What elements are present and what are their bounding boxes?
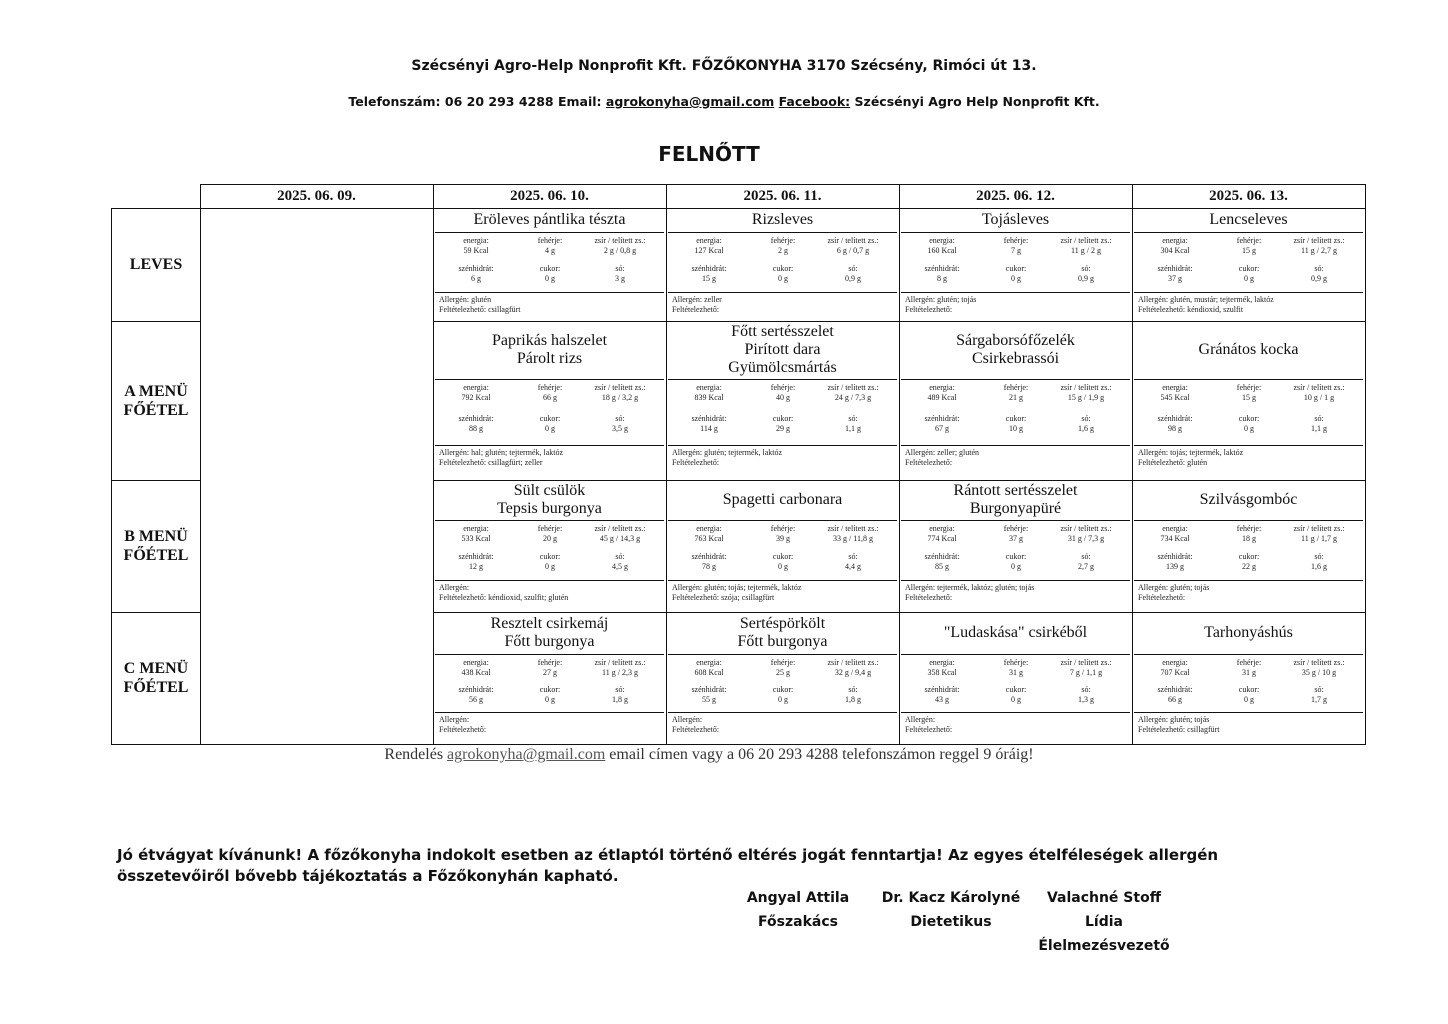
- dish-name: Resztelt csirkemáj Főtt burgonya: [490, 615, 609, 650]
- dish-name: Szilvásgombóc: [1199, 491, 1298, 508]
- contact-line: [0, 94, 1448, 109]
- company-line: Szécsényi Agro-Help Nonprofit Kft. FŐZŐKONYHA 3170 Szécsény, Rimóci út 13.: [411, 58, 1037, 74]
- nutrition-value: cukor: 29 g: [772, 414, 794, 433]
- nutrition-block: [433, 234, 666, 290]
- table-border: [1134, 654, 1363, 655]
- nutrition-value: só: 4,4 g: [845, 552, 861, 571]
- nutrition-value: energia: 707 Kcal: [1160, 658, 1190, 677]
- nutrition-value: szénhidrát: 55 g: [691, 685, 727, 704]
- allergen-info: Allergén: glutén; tojás Feltételezhető:: [1138, 583, 1210, 602]
- nutrition-value: zsír / telített zs.: 24 g / 7,3 g: [827, 383, 879, 402]
- nutrition-value: só: 1,6 g: [1078, 414, 1094, 433]
- signature-name: Valachné Stoff Lídia: [1046, 890, 1162, 930]
- nutrition-value: cukor: 0 g: [539, 414, 561, 433]
- nutrition-value: só: 4,5 g: [612, 552, 628, 571]
- allergen-info: Allergén: tojás; tejtermék, laktóz Feltételezhető: glutén: [1138, 448, 1244, 467]
- nutrition-value: cukor: 0 g: [1005, 552, 1027, 571]
- table-border: [668, 232, 897, 233]
- nutrition-value: cukor: 0 g: [772, 264, 794, 283]
- allergen-info: Allergén: glutén; tejtermék, laktóz Feltételezhető:: [672, 448, 783, 467]
- nutrition-value: zsír / telített zs.: 11 g / 1,7 g: [1293, 524, 1345, 543]
- table-border: [901, 520, 1130, 521]
- nutrition-value: fehérje: 39 g: [770, 524, 796, 543]
- facebook-label: Facebook:: [778, 94, 851, 109]
- nutrition-value: energia: 734 Kcal: [1160, 524, 1190, 543]
- table-border: [668, 654, 897, 655]
- nutrition-value: szénhidrát: 6 g: [458, 264, 494, 283]
- signature-dietitian: [876, 886, 1026, 934]
- nutrition-block: [1132, 522, 1365, 578]
- table-border: [901, 379, 1130, 380]
- nutrition-value: só: 0,9 g: [1311, 264, 1327, 283]
- allergen-info: Allergén: zeller; glutén Feltételezhető:: [905, 448, 980, 467]
- signature-role: Élelmezésvezető: [1038, 938, 1170, 954]
- nutrition-value: szénhidrát: 43 g: [924, 685, 960, 704]
- table-border: [435, 712, 664, 713]
- signature-role: Főszakács: [758, 914, 838, 930]
- table-border: [435, 232, 664, 233]
- table-border: [901, 232, 1130, 233]
- phone-label: Telefonszám: 06 20 293 4288 Email:: [348, 94, 606, 109]
- nutrition-value: zsír / telített zs.: 11 g / 2,7 g: [1293, 236, 1345, 255]
- table-border: [1134, 232, 1363, 233]
- nutrition-block: [899, 234, 1132, 290]
- date-header: 2025. 06. 13.: [1209, 188, 1288, 204]
- nutrition-block: [433, 381, 666, 443]
- table-border: [435, 580, 664, 581]
- nutrition-value: energia: 358 Kcal: [927, 658, 957, 677]
- nutrition-value: energia: 608 Kcal: [694, 658, 724, 677]
- table-border: [1134, 520, 1363, 521]
- nutrition-value: fehérje: 27 g: [537, 658, 563, 677]
- table-border: [111, 612, 200, 613]
- nutrition-value: szénhidrát: 88 g: [458, 414, 494, 433]
- table-border: [1134, 712, 1363, 713]
- table-border: [111, 321, 200, 322]
- nutrition-value: zsír / telített zs.: 2 g / 0,8 g: [594, 236, 646, 255]
- nutrition-value: cukor: 0 g: [539, 264, 561, 283]
- nutrition-block: [1132, 381, 1365, 443]
- nutrition-block: [433, 656, 666, 710]
- nutrition-value: szénhidrát: 12 g: [458, 552, 494, 571]
- nutrition-value: energia: 304 Kcal: [1160, 236, 1190, 255]
- allergen-info: Allergén: zeller Feltételezhető:: [672, 295, 722, 314]
- nutrition-value: fehérje: 18 g: [1236, 524, 1262, 543]
- table-border: [901, 712, 1130, 713]
- nutrition-block: [666, 381, 899, 443]
- nutrition-value: cukor: 0 g: [1005, 685, 1027, 704]
- nutrition-value: zsír / telített zs.: 18 g / 3,2 g: [594, 383, 646, 402]
- nutrition-value: szénhidrát: 67 g: [924, 414, 960, 433]
- table-border: [1134, 445, 1363, 446]
- nutrition-value: só: 2,7 g: [1078, 552, 1094, 571]
- nutrition-value: fehérje: 37 g: [1003, 524, 1029, 543]
- nutrition-value: fehérje: 20 g: [537, 524, 563, 543]
- table-border: [668, 580, 897, 581]
- table-border: [901, 445, 1130, 446]
- dish-name: Eröleves pántlika tészta: [473, 211, 626, 228]
- dish-name: Spagetti carbonara: [722, 491, 843, 508]
- nutrition-value: szénhidrát: 8 g: [924, 264, 960, 283]
- nutrition-value: fehérje: 15 g: [1236, 236, 1262, 255]
- nutrition-value: energia: 489 Kcal: [927, 383, 957, 402]
- allergen-info: Allergén: glutén Feltételezhető: csillagfürt: [439, 295, 521, 314]
- dish-name: Paprikás halszelet Párolt rizs: [491, 332, 608, 367]
- nutrition-value: cukor: 10 g: [1005, 414, 1027, 433]
- nutrition-value: fehérje: 66 g: [537, 383, 563, 402]
- allergen-info: Allergén: hal; glutén; tejtermék, laktóz Feltételezhető: csillagfürt; zeller: [439, 448, 564, 467]
- date-header: 2025. 06. 11.: [743, 188, 822, 204]
- nutrition-value: zsír / telített zs.: 15 g / 1,9 g: [1060, 383, 1112, 402]
- order-suffix: email címen vagy a 06 20 293 4288 telefonszámon reggel 9 óráig!: [605, 746, 1034, 763]
- nutrition-value: szénhidrát: 85 g: [924, 552, 960, 571]
- dish-name: Rántott sertésszelet Burgonyapüré: [953, 482, 1078, 517]
- row-label: A MENÜ FŐÉTEL: [123, 382, 189, 419]
- table-border: [435, 654, 664, 655]
- nutrition-value: só: 1,1 g: [1311, 414, 1327, 433]
- table-border: [1134, 292, 1363, 293]
- table-border: [111, 208, 200, 209]
- nutrition-value: zsír / telített zs.: 10 g / 1 g: [1293, 383, 1345, 402]
- nutrition-block: [1132, 656, 1365, 710]
- dish-name: Rizsleves: [751, 211, 814, 228]
- nutrition-value: zsír / telített zs.: 6 g / 0,7 g: [827, 236, 879, 255]
- dish-name: Sárgaborsófőzelék Csirkebrassói: [956, 332, 1075, 367]
- row-label: C MENÜ FŐÉTEL: [123, 660, 189, 696]
- table-border: [1365, 184, 1366, 744]
- dish-name: Sertéspörkölt Főtt burgonya: [737, 615, 828, 650]
- nutrition-value: cukor: 0 g: [539, 685, 561, 704]
- table-border: [435, 520, 664, 521]
- nutrition-value: zsír / telített zs.: 33 g / 11,8 g: [827, 524, 879, 543]
- allergen-info: Allergén: glutén; tojás Feltételezhető:: [905, 295, 977, 314]
- row-label: B MENÜ FŐÉTEL: [123, 528, 189, 564]
- date-header: 2025. 06. 10.: [510, 188, 589, 204]
- nutrition-value: fehérje: 21 g: [1003, 383, 1029, 402]
- nutrition-value: zsír / telített zs.: 11 g / 2,3 g: [594, 658, 646, 677]
- nutrition-value: cukor: 0 g: [1238, 685, 1260, 704]
- table-border: [901, 292, 1130, 293]
- order-email-link[interactable]: agrokonyha@gmail.com: [447, 746, 606, 763]
- email-link[interactable]: agrokonyha@gmail.com: [605, 94, 775, 109]
- nutrition-value: energia: 763 Kcal: [694, 524, 724, 543]
- nutrition-value: só: 1,7 g: [1311, 685, 1327, 704]
- nutrition-value: fehérje: 2 g: [770, 236, 796, 255]
- signature-role: Dietetikus: [910, 914, 992, 930]
- nutrition-value: só: 1,8 g: [845, 685, 861, 704]
- nutrition-value: szénhidrát: 139 g: [1157, 552, 1193, 571]
- nutrition-value: szénhidrát: 114 g: [691, 414, 727, 433]
- nutrition-value: energia: 438 Kcal: [461, 658, 491, 677]
- nutrition-value: zsír / telített zs.: 45 g / 14,3 g: [594, 524, 646, 543]
- nutrition-value: só: 1,6 g: [1311, 552, 1327, 571]
- nutrition-value: zsír / telített zs.: 11 g / 2 g: [1060, 236, 1112, 255]
- page-title: FELNŐTT: [658, 142, 760, 166]
- signature-manager: [1026, 886, 1182, 958]
- date-header: 2025. 06. 12.: [976, 188, 1055, 204]
- table-border: [1134, 379, 1363, 380]
- table-border: [668, 520, 897, 521]
- nutrition-value: fehérje: 4 g: [537, 236, 563, 255]
- allergen-info: Allergén: glutén, mustár; tejtermék, laktóz Feltételezhető: kéndioxid, szulfit: [1138, 295, 1274, 314]
- nutrition-value: zsír / telített zs.: 32 g / 9,4 g: [827, 658, 879, 677]
- nutrition-value: szénhidrát: 78 g: [691, 552, 727, 571]
- nutrition-block: [899, 381, 1132, 443]
- nutrition-value: szénhidrát: 56 g: [458, 685, 494, 704]
- dish-name: Főtt sertésszelet Pirított dara Gyümölcsmártás: [728, 323, 837, 376]
- nutrition-value: só: 1,8 g: [612, 685, 628, 704]
- nutrition-block: [666, 656, 899, 710]
- nutrition-value: fehérje: 25 g: [770, 658, 796, 677]
- nutrition-value: szénhidrát: 15 g: [691, 264, 727, 283]
- nutrition-value: zsír / telített zs.: 7 g / 1,1 g: [1060, 658, 1112, 677]
- allergen-info: Allergén: Feltételezhető: kéndioxid, szulfit; glutén: [439, 583, 569, 602]
- table-border: [668, 292, 897, 293]
- dish-name: Tojásleves: [981, 211, 1050, 228]
- dish-name: Lencseleves: [1209, 211, 1288, 228]
- allergen-info: Allergén: glutén; tojás; tejtermék, laktóz Feltételezhető: szója; csillagfürt: [672, 583, 802, 602]
- row-label: LEVES: [129, 256, 183, 273]
- footer-note: Jó étvágyat kívánunk! A főzőkonyha indokolt esetben az étlaptól történő eltérés jogát fenntartja! Az egyes ételféleségek allergén összetevőiről bővebb tájékoztatás a Főzőkonyhán kapható.: [117, 846, 1219, 885]
- nutrition-value: só: 0,9 g: [845, 264, 861, 283]
- signature-name: Angyal Attila: [746, 890, 850, 906]
- order-prefix: Rendelés: [384, 746, 448, 763]
- nutrition-value: cukor: 0 g: [772, 552, 794, 571]
- table-border: [200, 184, 201, 744]
- nutrition-value: cukor: 0 g: [772, 685, 794, 704]
- nutrition-value: só: 3 g: [615, 264, 625, 283]
- nutrition-value: szénhidrát: 98 g: [1157, 414, 1193, 433]
- nutrition-block: [899, 522, 1132, 578]
- table-border: [668, 379, 897, 380]
- nutrition-value: cukor: 0 g: [539, 552, 561, 571]
- nutrition-value: cukor: 0 g: [1238, 414, 1260, 433]
- nutrition-value: energia: 533 Kcal: [461, 524, 491, 543]
- nutrition-value: fehérje: 15 g: [1236, 383, 1262, 402]
- allergen-info: Allergén: Feltételezhető:: [905, 715, 953, 734]
- nutrition-value: fehérje: 31 g: [1003, 658, 1029, 677]
- order-note: [0, 746, 1418, 764]
- signature-name: Dr. Kacz Károlyné: [881, 890, 1021, 906]
- allergen-info: Allergén: tejtermék, laktóz; glutén; tojás Feltételezhető:: [905, 583, 1035, 602]
- nutrition-block: [899, 656, 1132, 710]
- nutrition-value: cukor: 0 g: [1238, 264, 1260, 283]
- nutrition-block: [666, 522, 899, 578]
- signature-chef: [738, 886, 858, 934]
- nutrition-value: cukor: 22 g: [1238, 552, 1260, 571]
- table-border: [435, 292, 664, 293]
- nutrition-value: fehérje: 40 g: [770, 383, 796, 402]
- nutrition-value: energia: 774 Kcal: [927, 524, 957, 543]
- nutrition-value: fehérje: 7 g: [1003, 236, 1029, 255]
- table-border: [111, 744, 1366, 745]
- dish-name: Gránátos kocka: [1198, 341, 1299, 358]
- nutrition-value: szénhidrát: 66 g: [1157, 685, 1193, 704]
- dish-name: "Ludaskása" csirkéből: [943, 624, 1088, 641]
- nutrition-block: [1132, 234, 1365, 290]
- nutrition-block: [433, 522, 666, 578]
- allergen-info: Allergén: glutén; tojás Feltételezhető: csillagfürt: [1138, 715, 1220, 734]
- nutrition-value: energia: 839 Kcal: [694, 383, 724, 402]
- date-header: 2025. 06. 09.: [277, 188, 356, 204]
- allergen-info: Allergén: Feltételezhető:: [439, 715, 487, 734]
- nutrition-value: cukor: 0 g: [1005, 264, 1027, 283]
- nutrition-value: zsír / telített zs.: 31 g / 7,3 g: [1060, 524, 1112, 543]
- nutrition-value: só: 3,5 g: [612, 414, 628, 433]
- dish-name: Tarhonyáshús: [1204, 624, 1293, 641]
- nutrition-value: só: 1,1 g: [845, 414, 861, 433]
- facebook-value: Szécsényi Agro Help Nonprofit Kft.: [850, 94, 1100, 109]
- nutrition-value: só: 1,3 g: [1078, 685, 1094, 704]
- table-border: [435, 445, 664, 446]
- nutrition-block: [666, 234, 899, 290]
- table-border: [1134, 580, 1363, 581]
- table-border: [901, 580, 1130, 581]
- table-border: [668, 445, 897, 446]
- nutrition-value: szénhidrát: 37 g: [1157, 264, 1193, 283]
- table-border: [901, 654, 1130, 655]
- table-border: [435, 379, 664, 380]
- nutrition-value: fehérje: 31 g: [1236, 658, 1262, 677]
- nutrition-value: energia: 545 Kcal: [1160, 383, 1190, 402]
- nutrition-value: energia: 792 Kcal: [461, 383, 491, 402]
- allergen-info: Allergén: Feltételezhető:: [672, 715, 720, 734]
- nutrition-value: energia: 59 Kcal: [463, 236, 489, 255]
- table-border: [668, 712, 897, 713]
- nutrition-value: energia: 127 Kcal: [694, 236, 724, 255]
- dish-name: Sült csülök Tepsis burgonya: [497, 482, 602, 517]
- nutrition-value: só: 0,9 g: [1078, 264, 1094, 283]
- nutrition-value: energia: 160 Kcal: [927, 236, 957, 255]
- nutrition-value: zsír / telített zs.: 35 g / 10 g: [1293, 658, 1345, 677]
- table-border: [111, 480, 200, 481]
